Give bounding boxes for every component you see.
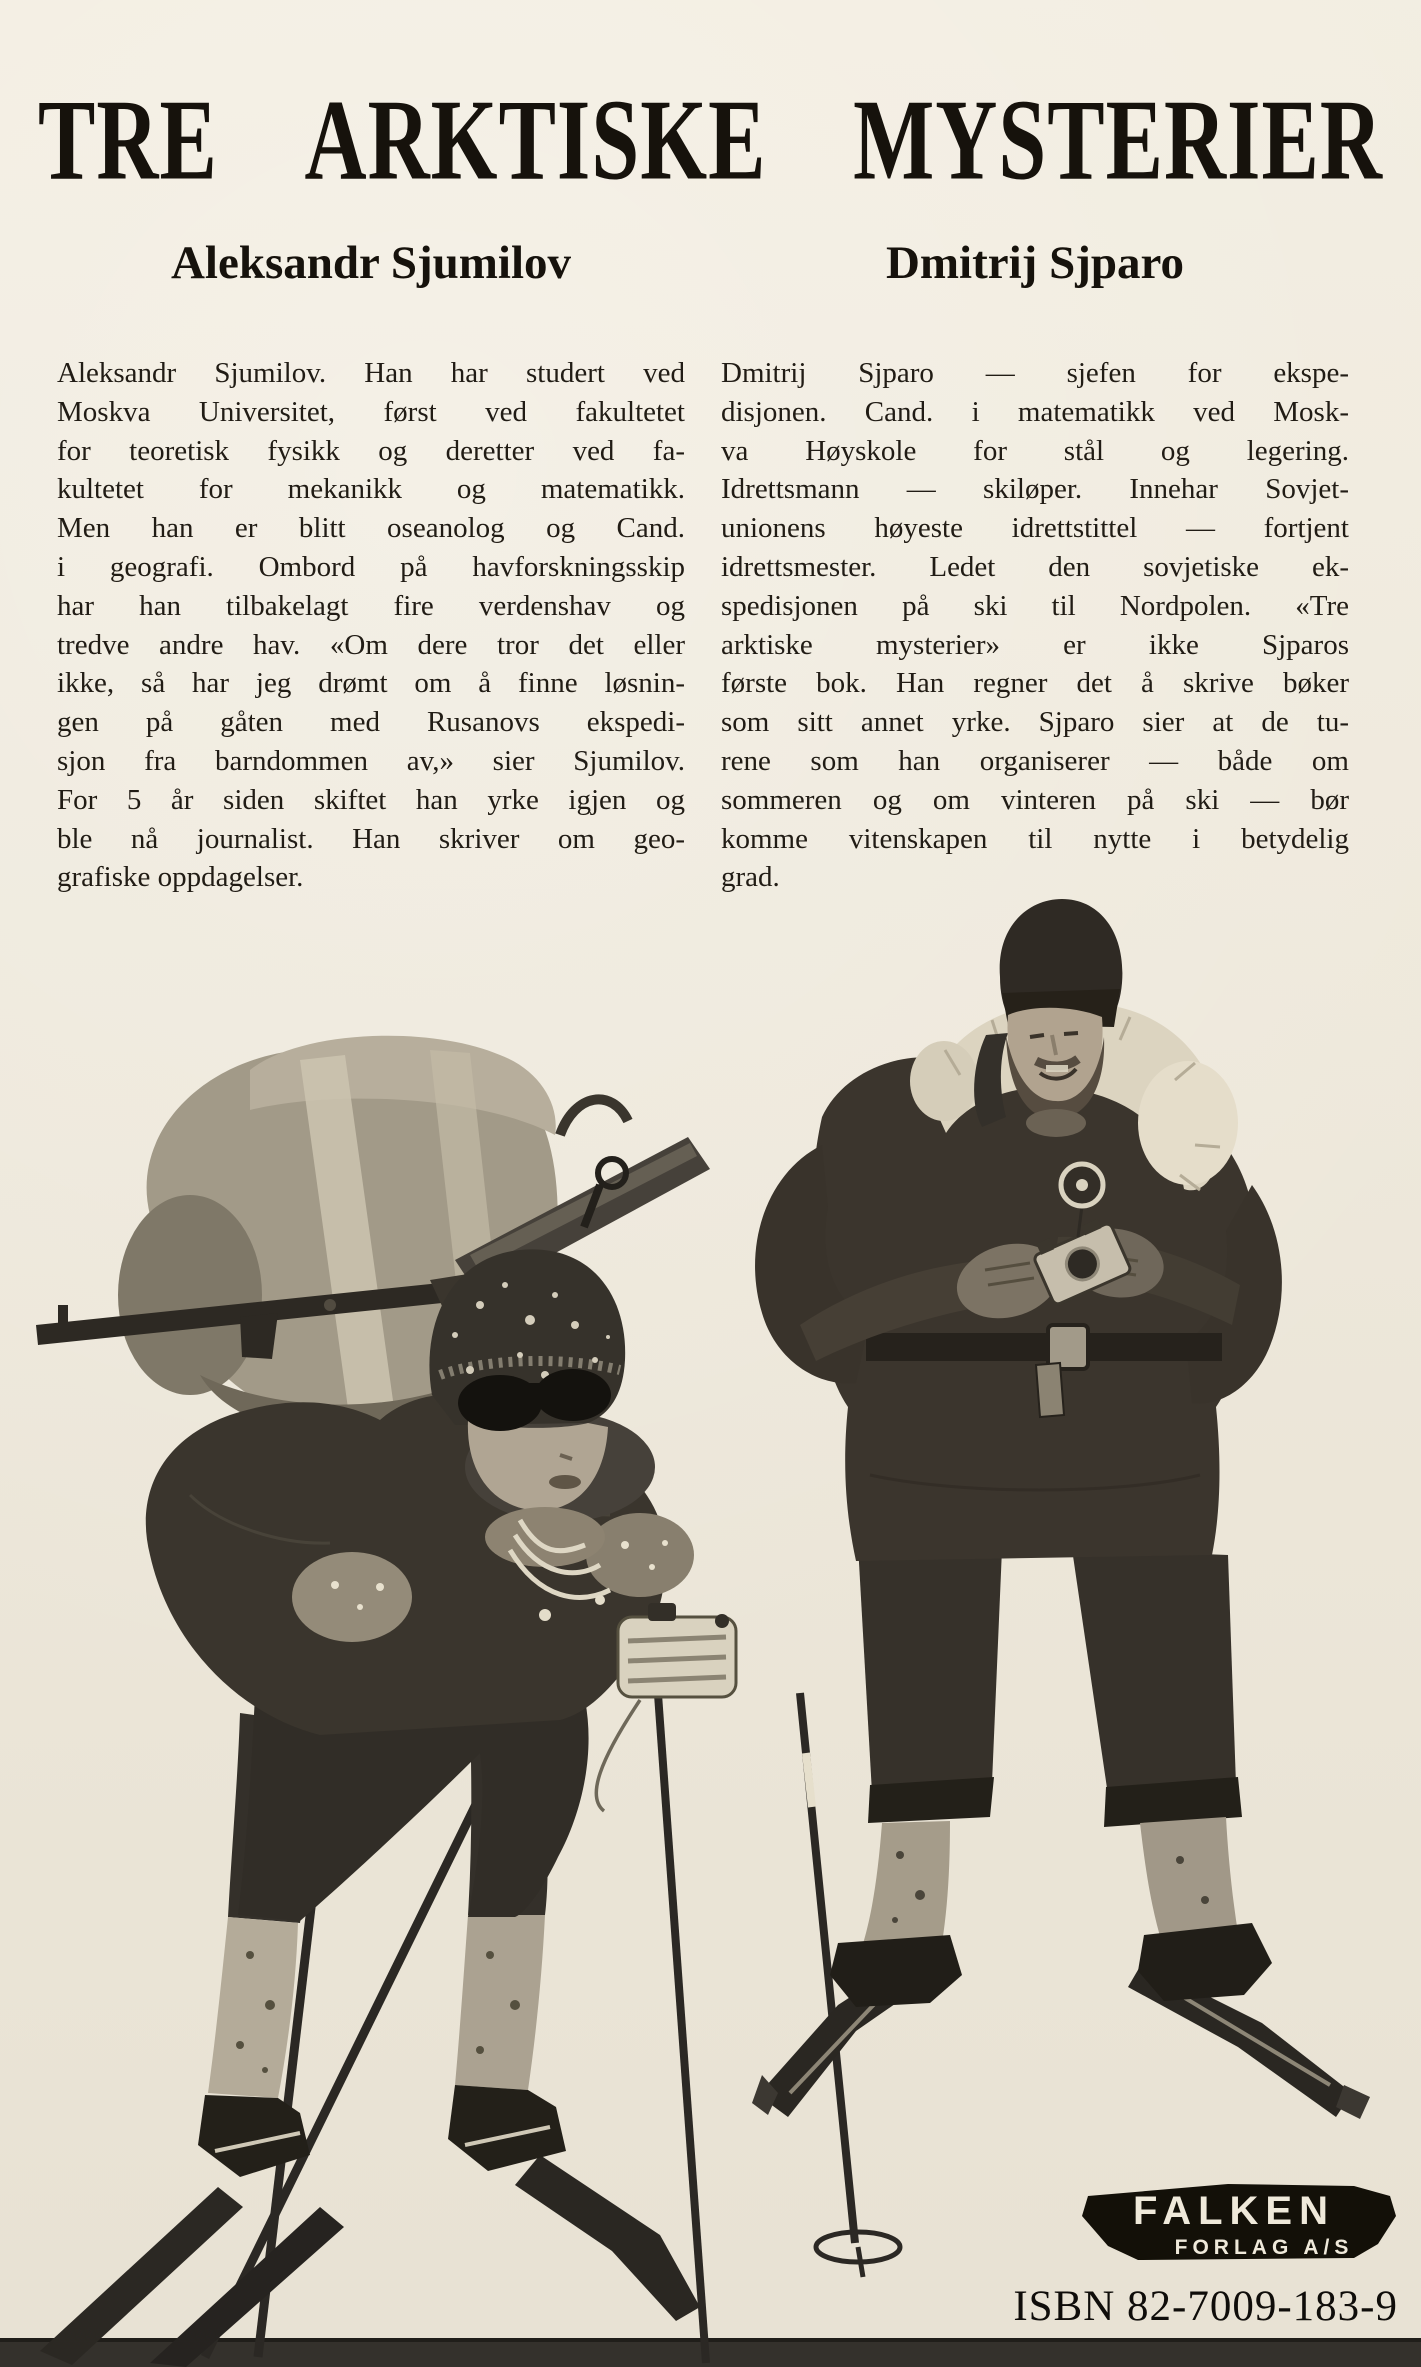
bio-line: har han tilbakelagt fire verdenshav og (57, 589, 685, 622)
bio-line: grafiske oppdagelser. (57, 861, 304, 894)
bio-line: idrettsmester. Ledet den sovjetiske ek- (721, 550, 1349, 583)
bio-line: arktiske mysterier» er ikke Sjparos (721, 628, 1349, 661)
bio-text-sjparo (721, 354, 1349, 897)
bio-line: va Høyskole for stål og legering. (721, 434, 1349, 467)
skier-right-figure (752, 899, 1370, 2277)
bio-line: for teoretisk fysikk og deretter ved fa- (57, 434, 685, 467)
falken-logo-subtitle: FORLAG A/S (1174, 2236, 1354, 2259)
bio-line: tredve andre hav. «Om dere tror det eller (57, 628, 685, 661)
bio-line: Moskva Universitet, først ved fakultetet (57, 395, 685, 428)
page-title (38, 74, 1383, 204)
bio-column-sjumilov (57, 236, 685, 897)
bio-line: ble nå journalist. Han skriver om geo- (57, 822, 685, 855)
bio-column-sjparo (721, 236, 1349, 897)
bio-line: kultetet for mekanikk og matematikk. (57, 473, 685, 506)
bio-line: spedisjonen på ski til Nordpolen. «Tre (721, 589, 1349, 622)
falken-logo-name: FALKEN (1133, 2189, 1335, 2233)
author-name-sjparo: Dmitrij Sjparo (885, 237, 1185, 289)
author-name-sjumilov: Aleksandr Sjumilov (170, 237, 572, 289)
bio-line: Dmitrij Sjparo — sjefen for ekspe- (721, 357, 1349, 389)
bio-line: Idrettsmann — skiløper. Innehar Sovjet- (721, 473, 1349, 506)
bio-line: sjon fra barndommen av,» sier Sjumilov. (57, 744, 685, 777)
bio-line: gen på gåten med Rusanovs ekspedi- (57, 706, 685, 739)
author-bios (57, 236, 1349, 897)
bio-line: For 5 år siden skiftet han yrke igjen og (57, 783, 685, 816)
photo-two-skiers (0, 855, 1421, 2367)
bio-text-sjumilov (57, 354, 685, 897)
bio-line: unionens høyeste idrettstittel — fortjent (721, 512, 1349, 545)
bio-line: grad. (721, 861, 780, 894)
bio-line: i geografi. Ombord på havforskningsskip (57, 550, 685, 583)
isbn-text: ISBN 82-7009-183-9 (1013, 2283, 1398, 2330)
bio-line: komme vitenskapen til nytte i betydelig (721, 822, 1349, 855)
bio-line: som sitt annet yrke. Sjparo sier at de tu- (721, 706, 1349, 739)
bio-line: Men han er blitt oseanolog og Cand. (57, 512, 685, 545)
title-word-3: MYSTERIER (853, 74, 1383, 204)
skier-left-figure (36, 1036, 736, 2367)
bio-line: rene som han organiserer — både om (721, 744, 1349, 777)
bio-line: disjonen. Cand. i matematikk ved Mosk- (721, 395, 1349, 428)
bio-line: ikke, så har jeg drømt om å finne løsnin- (57, 667, 685, 700)
bio-line: sommeren og om vinteren på ski — bør (721, 783, 1349, 816)
bio-line: Aleksandr Sjumilov. Han har studert ved (57, 357, 685, 389)
title-word-1: TRE (38, 74, 218, 204)
bio-line: første bok. Han regner det å skrive bøker (721, 667, 1349, 700)
falken-logo (1078, 2182, 1398, 2274)
title-word-2: ARKTISKE (304, 74, 767, 204)
